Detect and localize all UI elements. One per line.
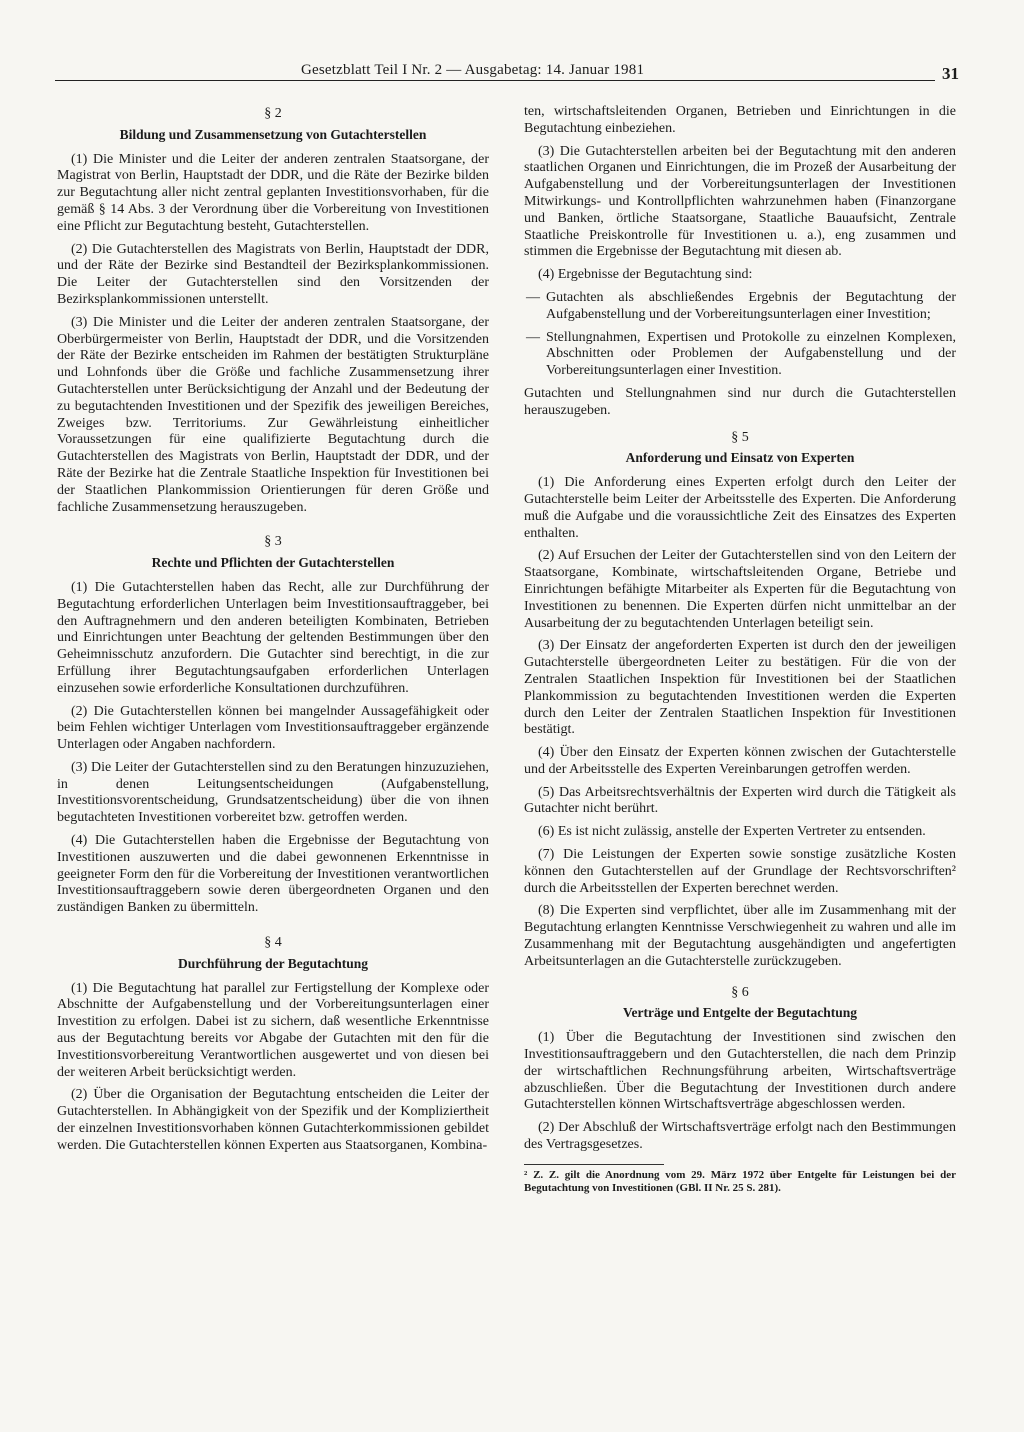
left-column [57,96,489,1161]
paragraph: (2) Der Abschluß der Wirtschaftsverträge erfolgt nach den Bestimmungen des Vertragsgesetzes. [524,1120,956,1153]
section-title: Anforderung und Einsatz von Experten [625,450,855,466]
section-number: § 3 [264,534,282,550]
dash-marker: — [526,329,540,345]
paragraph: (7) Die Leistungen der Experten sowie sonstige zusätzliche Kosten können den Gutachterstellen auf der Grundlage der Rechtsvorschriften² durch die Arbeitsstellen der Experten berechnet werden. [524,847,956,896]
section-title: Bildung und Zusammensetzung von Gutachterstellen [119,126,427,142]
page-number: 31 [942,64,959,83]
footnote: ² Z. Z. gilt die Anordnung vom 29. März 1972 über Entgelte für Leistungen bei der Begutachtung von Investitionen (GBl. II Nr. 25 S. 281). [524,1168,956,1194]
right-column [524,104,956,1195]
paragraph: (3) Die Leiter der Gutachterstellen sind zu den Beratungen hinzuzuziehen, in denen Leitungsentscheidungen (Aufgabenstellung, Investitionsvorentscheidung, Grundsatzentscheidung) über die von ihnen begutachteten Investitionen vorbereitet bzw. getroffen werden. [57,759,489,826]
list-item [524,330,956,380]
paragraph: (1) Über die Begutachtung der Investitionen sind zwischen den Investitionsauftraggebern und den Gutachterstellen, die nach dem Prinzip der wirtschaftlichen Rechnungsführung arbeiten, Wirtschaftsverträge abzuschließen. Über die Begutachtung der Investitionen durch andere Gutachterstellen können Wirtschaftsverträge abgeschlossen werden. [524,1030,956,1113]
page-header [55,58,959,88]
paragraph: (3) Die Minister und die Leiter der anderen zentralen Staatsorgane, der Oberbürgermeister von Berlin, Hauptstadt der DDR, und die Vorsitzenden der Räte der Bezirke entscheiden im Rahmen der bestätigten Strukturpläne und Lohnfonds über die Größe und fachliche Zusammensetzung ihrer Gutachterstellen unter Berücksichtigung der Anzahl und der Bedeutung der zu begutachtenden Investitionen und der Spezifik des jeweiligen Bereiches, Zweiges bzw. Territoriums. Zur Gewährleistung einheitlicher Voraussetzungen für eine qualifizierte Begutachtung durch die Gutachterstellen des Magistrats von Berlin, Hauptstadt der DDR, und der Räte der Bezirke hat die Zentrale Staatliche Inspektion für Investitionen bei der Staatlichen Plankommission Orientierungen für deren Größe und fachliche Zusammensetzung herauszugeben. [57,314,489,515]
section-number: § 6 [731,984,749,1000]
paragraph: (4) Die Gutachterstellen haben die Ergebnisse der Begutachtung von Investitionen auszuwerten und die dabei gewonnenen Erkenntnisse in geeigneter Form den für die Vorbereitung der Investitionen verantwortlichen Investitionsauftraggebern sowie deren übergeordneten Organen und den zuständigen Banken zu übermitteln. [57,833,489,916]
result-list [524,290,956,380]
section-title: Rechte und Pflichten der Gutachterstellen [151,555,395,571]
paragraph: (2) Auf Ersuchen der Leiter der Gutachterstellen sind von den Leitern der Staatsorgane, Kombinate, wirtschaftsleitenden Organe, Betriebe und Einrichtungen befähigte Mitarbeiter als Experten für die Begutachtung von Investitionen zu benennen. Die Experten dürfen nicht unmittelbar an der Ausarbeitung der zu begutachtenden Unterlagen beteiligt sein. [524,548,956,631]
section-number: § 5 [731,429,749,445]
paragraph: (3) Die Gutachterstellen arbeiten bei der Begutachtung mit den anderen staatlichen Organen und Einrichtungen, die im Prozeß der Ausarbeitung der Aufgabenstellung und der Vorbereitungsunterlagen der Investitionen Mitwirkungs- und Kontrollpflichten wahrzunehmen haben (Finanzorgane und Banken, örtliche Staatsorgane, Staatliche Bauaufsicht, Zentrale Staatliche Preiskontrolle für Investitionen u. a.), eng zusammen und stimmen die Ergebnisse der Begutachtung mit diesen ab. [524,143,956,260]
list-item-text: Gutachten als abschließendes Ergebnis der Begutachtung der Aufgabenstellung und der Vorbereitungsunterlagen einer Investition; [546,289,956,322]
header-rule [55,80,935,81]
dash-marker: — [526,289,540,305]
section-title: Verträge und Entgelte der Begutachtung [623,1005,857,1021]
section-title: Durchführung der Begutachtung [177,955,369,971]
section-number: § 2 [264,106,282,121]
paragraph: (2) Die Gutachterstellen des Magistrats von Berlin, Hauptstadt der DDR, und der Räte der Bezirke sind Bestandteil der Bezirksplankommissionen. Die Leiter der Gutachterstellen sind den Vorsitzenden der Bezirksplankommissionen unterstellt. [57,241,489,307]
header-title: Gesetzblatt Teil I Nr. 2 — Ausgabetag: 14. Januar 1981 [301,62,645,78]
paragraph: (2) Die Gutachterstellen können bei mangelnder Aussagefähigkeit oder beim Fehlen wichtiger Unterlagen vom Investitionsauftraggeber ergänzende Unterlagen oder Angaben nachfordern. [57,703,489,753]
paragraph: (4) Über den Einsatz der Experten können zwischen der Gutachterstelle und der Arbeitsstelle des Experten Vereinbarungen getroffen werden. [524,745,956,777]
paragraph: (1) Die Gutachterstellen haben das Recht, alle zur Durchführung der Begutachtung erforderlichen Unterlagen beim Investitionsauftraggeber, bei den Auftragnehmern und den anderen beteiligten Kombinaten, Betrieben und Einrichtungen unter Beachtung der geltenden Bestimmungen über den Geheimnisschutz anzufordern. Die Gutachter sind berechtigt, in die zur Erfüllung ihrer Begutachtungsaufgaben erforderlichen Unterlagen einzusehen sowie erforderliche Konsultationen durchzuführen. [57,579,489,696]
paragraph: (3) Der Einsatz der angeforderten Experten ist durch den der jeweiligen Gutachterstelle übergeordneten Leiter zu bestätigen. Für die von der Zentralen Staatlichen Inspektion für Investitionen bei der Staatlichen Plankommission zu begutachtenden Investitionen werden die Experten durch den Leiter der Zentralen Staatlichen Inspektion für Investitionen bestätigt. [524,638,956,738]
footnote-rule [524,1164,664,1165]
paragraph: Gutachten und Stellungnahmen sind nur durch die Gutachterstellen herauszugeben. [524,385,956,418]
list-item [524,290,956,324]
paragraph: (8) Die Experten sind verpflichtet, über alle im Zusammenhang mit der Begutachtung erlangten Kenntnisse Verschwiegenheit zu wahren und alle im Zusammenhang mit der Begutachtung ausgehändigten und angefertigten Arbeitsunterlagen an die Gutachterstelle zurückzugeben. [524,903,956,969]
paragraph: (5) Das Arbeitsrechtsverhältnis der Experten wird durch die Tätigkeit als Gutachter nicht berührt. [524,784,956,817]
paragraph: ten, wirtschaftsleitenden Organen, Betrieben und Einrichtungen in die Begutachtung einbeziehen. [524,104,956,136]
paragraph: (1) Die Anforderung eines Experten erfolgt durch den Leiter der Gutachterstelle beim Leiter der Arbeitsstelle des Experten. Die Anforderung muß die Aufgabe und die voraussichtliche Zeit des Einsatzes des Experten enthalten. [524,475,956,541]
paragraph: (6) Es ist nicht zulässig, anstelle der Experten Vertreter zu entsenden. [538,824,926,840]
paragraph: (2) Über die Organisation der Begutachtung entscheiden die Leiter der Gutachterstellen. In Abhängigkeit von der Spezifik und der Kompliziertheit der einzelnen Investitionsvorhaben können Gutachterkommissionen gebildet werden. Die Gutachterstellen können Experten aus Staatsorganen, Kombina- [57,1087,489,1153]
list-item-text: Stellungnahmen, Expertisen und Protokolle zu einzelnen Komplexen, Abschnitten oder Problemen der Aufgabenstellung und der Vorbereitungsunterlagen einer Investition. [546,329,956,379]
paragraph: (4) Ergebnisse der Begutachtung sind: [538,267,753,283]
section-number: § 4 [264,935,282,951]
paragraph: (1) Die Begutachtung hat parallel zur Fertigstellung der Komplexe oder Abschnitte der Aufgabenstellung und der Vorbereitungsunterlagen einer Investition zu erfolgen. Dabei ist zu sichern, daß wesentliche Erkenntnisse aus der Begutachtung bereits vor Abgabe der Gutachten mit den für die Investitionsvorbereitung Verantwortlichen ausgewertet und von diesen bei der weiteren Arbeit berücksichtigt werden. [57,980,489,1080]
paragraph: (1) Die Minister und die Leiter der anderen zentralen Staatsorgane, der Magistrat von Berlin, Hauptstadt der DDR, und die Räte der Bezirke bilden zur Begutachtung aller nicht zentral geplanten Investitionsvorhaben, für die gemäß § 14 Abs. 3 der Verordnung über die Vorbereitung von Investitionen eine Pflicht zur Begutachtung besteht, Gutachterstellen. [57,151,489,234]
